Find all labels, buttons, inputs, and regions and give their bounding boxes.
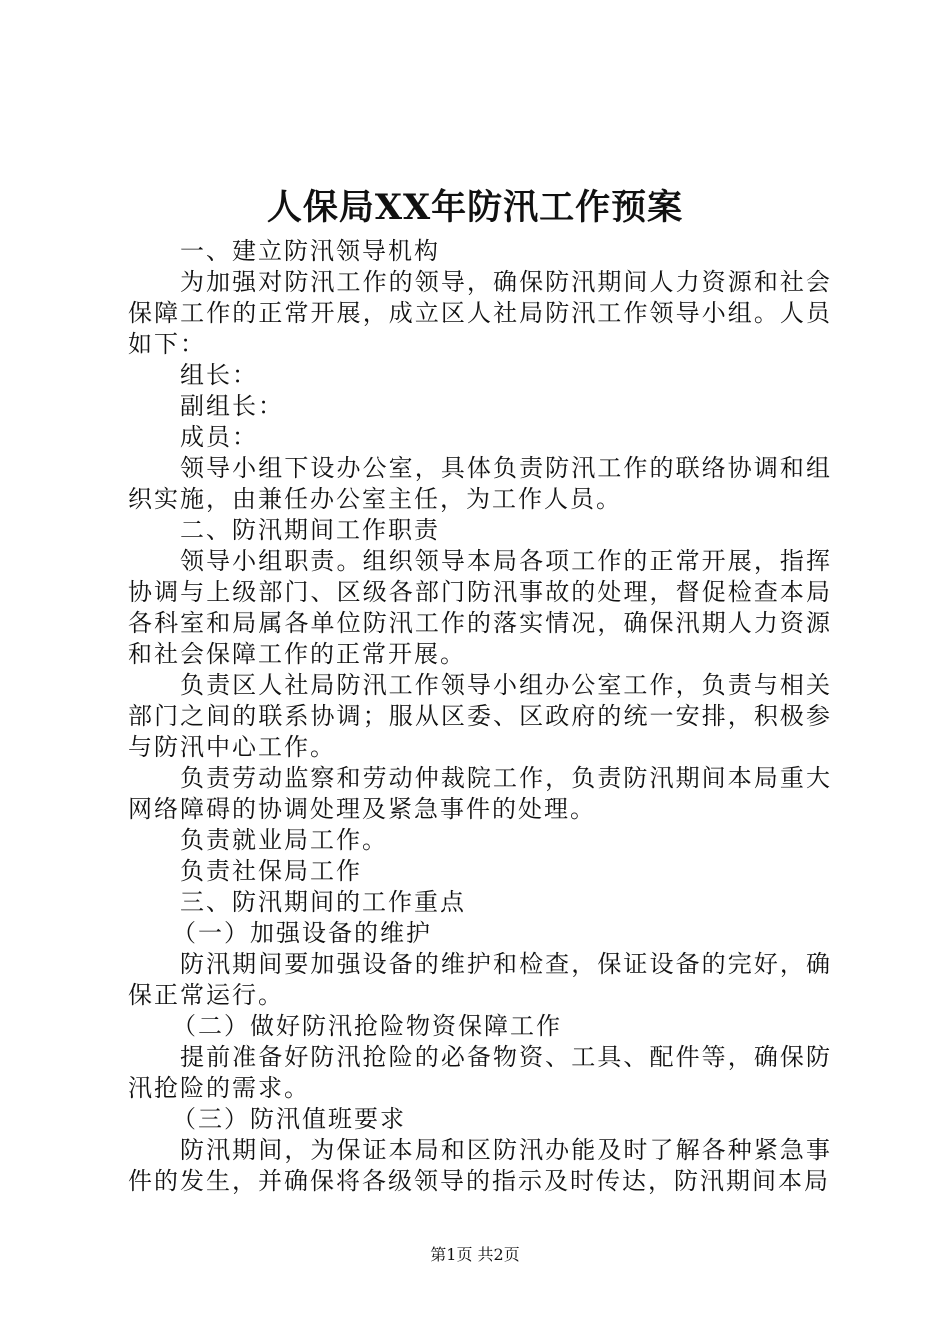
paragraph: 领导小组下设办公室，具体负责防汛工作的联络协调和组织实施，由兼任办公室主任，为工作人员。 [128, 454, 832, 513]
page-footer: 第1页 共2页 [430, 1245, 520, 1264]
section-heading-1: 一、建立防汛领导机构 [180, 237, 440, 265]
subsection-heading-3: （三）防汛值班要求 [172, 1105, 406, 1133]
subsection-heading-2: （二）做好防汛抢险物资保障工作 [172, 1012, 562, 1040]
paragraph: 为加强对防汛工作的领导，确保防汛期间人力资源和社会保障工作的正常开展，成立区人社局防汛工作领导小组。人员如下： [128, 268, 832, 358]
paragraph: 防汛期间，为保证本局和区防汛办能及时了解各种紧急事件的发生，并确保将各级领导的指示及时传达，防汛期间本局 [128, 1136, 832, 1195]
paragraph: 提前准备好防汛抢险的必备物资、工具、配件等，确保防汛抢险的需求。 [128, 1043, 832, 1102]
subsection-heading-1: （一）加强设备的维护 [172, 919, 432, 947]
paragraph: 防汛期间要加强设备的维护和检查，保证设备的完好，确保正常运行。 [128, 950, 832, 1009]
paragraph-members: 成员： [180, 423, 258, 451]
paragraph: 负责劳动监察和劳动仲裁院工作，负责防汛期间本局重大网络障碍的协调处理及紧急事件的处理。 [128, 764, 832, 823]
document-body [128, 236, 832, 1197]
paragraph: 负责就业局工作。 [180, 826, 388, 854]
paragraph: 负责区人社局防汛工作领导小组办公室工作，负责与相关部门之间的联系协调；服从区委、区政府的统一安排，积极参与防汛中心工作。 [128, 671, 832, 761]
document-title: 人保局XX年防汛工作预案 [266, 187, 684, 228]
paragraph-deputy-leader: 副组长： [180, 392, 284, 420]
paragraph: 负责社保局工作 [180, 857, 362, 885]
paragraph-leader: 组长： [180, 361, 258, 389]
section-heading-2: 二、防汛期间工作职责 [180, 516, 440, 544]
section-heading-3: 三、防汛期间的工作重点 [180, 888, 466, 916]
paragraph: 领导小组职责。组织领导本局各项工作的正常开展，指挥协调与上级部门、区级各部门防汛事故的处理，督促检查本局各科室和局属各单位防汛工作的落实情况，确保汛期人力资源和社会保障工作的正常开展。 [128, 547, 832, 668]
